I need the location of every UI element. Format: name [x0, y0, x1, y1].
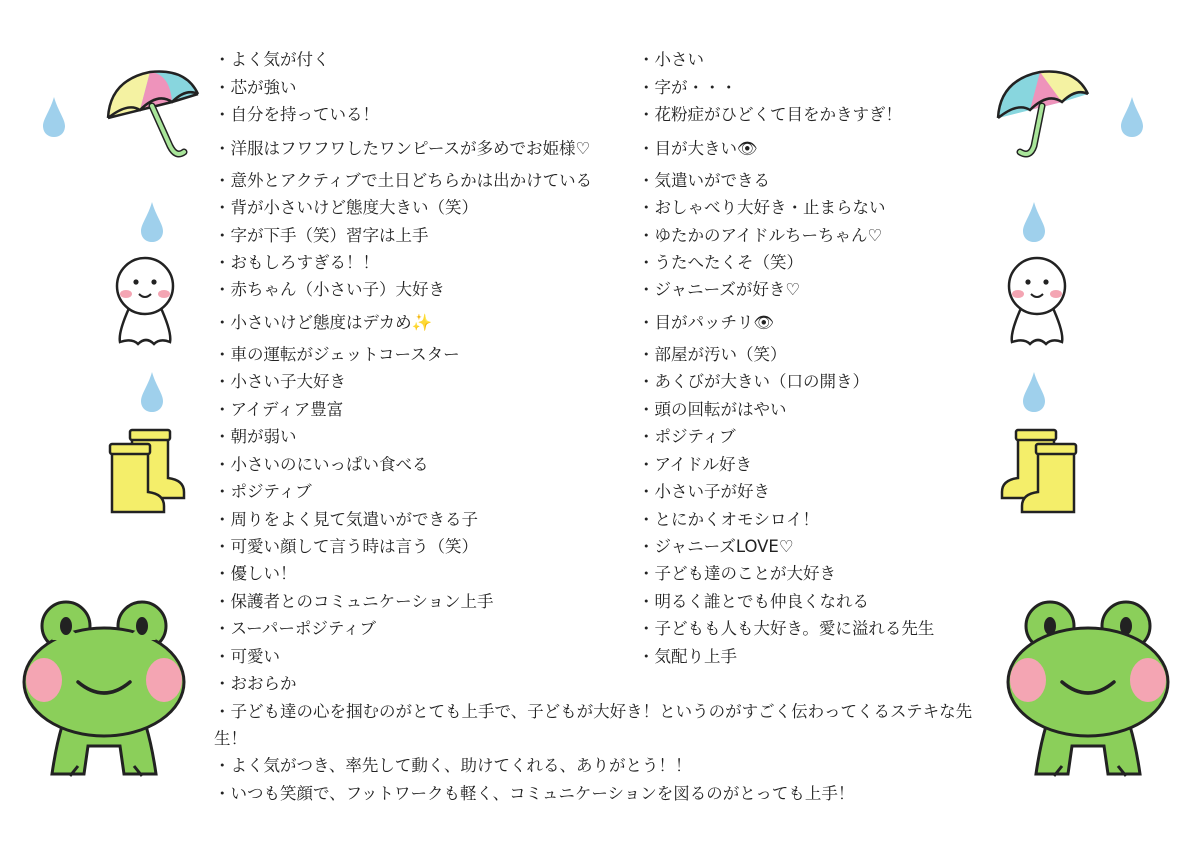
teru-teru-bozu-icon: [108, 252, 182, 348]
raindrop-icon: [1118, 95, 1146, 139]
umbrella-icon: [990, 66, 1092, 164]
list-item: ・可愛い顔して言う時は言う（笑）: [214, 537, 478, 556]
list-item: ・周りをよく見て気遣いができる子: [214, 510, 478, 529]
frog-icon: [1006, 596, 1170, 782]
list-item: ・おしゃべり大好き・止まらない: [638, 198, 886, 217]
raindrop-icon: [40, 95, 68, 139]
list-item: ・目が大きい👁: [638, 139, 758, 158]
rain-boots-icon: [106, 428, 188, 514]
list-item: ・よく気がつき、率先して動く、助けてくれる、ありがとう！！: [214, 756, 692, 775]
list-item: ・ジャニーズが好き♡: [638, 280, 801, 299]
raindrop-icon: [1020, 370, 1048, 414]
list-item: ・優しい！: [214, 564, 297, 583]
list-item: ・芯が強い: [214, 78, 297, 97]
list-item: ・スーパーポジティブ: [214, 619, 377, 638]
list-item: ・よく気が付く: [214, 50, 330, 69]
list-item: ・ジャニーズLOVE♡: [638, 537, 794, 556]
list-item: ・字が下手（笑）習字は上手: [214, 226, 429, 245]
raindrop-icon: [1020, 200, 1048, 244]
list-item: ・意外とアクティブで土日どちらかは出かけている: [214, 171, 593, 190]
list-item: ・小さい子が好き: [638, 482, 770, 501]
list-item: ・小さいけど態度はデカめ✨: [214, 313, 433, 332]
list-item: ・明るく誰とでも仲良くなれる: [638, 592, 869, 611]
teru-teru-bozu-icon: [1000, 252, 1074, 348]
list-item: ・部屋が汚い（笑）: [638, 345, 787, 364]
list-item: ・花粉症がひどくて目をかきすぎ！: [638, 105, 902, 124]
raindrop-icon: [138, 370, 166, 414]
list-item: ・子どもも人も大好き。愛に溢れる先生: [638, 619, 935, 638]
list-item: ・洋服はフワフワしたワンピースが多めでお姫様♡: [214, 139, 591, 158]
list-item: ・小さいのにいっぱい食べる: [214, 455, 429, 474]
list-item: ・朝が弱い: [214, 427, 297, 446]
list-item: ・小さい子大好き: [214, 372, 346, 391]
list-item: ・保護者とのコミュニケーション上手: [214, 592, 494, 611]
list-item: ・赤ちゃん（小さい子）大好き: [214, 280, 445, 299]
list-item: ・気遣いができる: [638, 171, 770, 190]
list-item: ・字が・・・: [638, 78, 737, 97]
list-item: ・頭の回転がはやい: [638, 400, 787, 419]
list-item: ・子ども達のことが大好き: [638, 564, 836, 583]
list-item: ・アイドル好き: [638, 455, 753, 474]
list-item: ・目がパッチリ👁: [638, 313, 775, 332]
list-item: ・背が小さいけど態度大きい（笑）: [214, 198, 478, 217]
list-item: ・あくびが大きい（口の開き）: [638, 372, 869, 391]
list-item: ・ポジティブ: [638, 427, 736, 446]
umbrella-icon: [100, 66, 202, 164]
list-item: ・おもしろすぎる！！: [214, 253, 379, 272]
list-item: ・可愛い: [214, 647, 280, 666]
list-item: ・気配り上手: [638, 647, 737, 666]
frog-icon: [22, 596, 186, 782]
rain-boots-icon: [998, 428, 1080, 514]
list-item: ・とにかくオモシロイ！: [638, 510, 820, 529]
list-item: ・小さい: [638, 50, 704, 69]
list-item: ・うたへたくそ（笑）: [638, 253, 803, 272]
list-item: ・子ども達の心を掴むのがとても上手で、子どもが大好き！というのがすごく伝わってくるステキな先生！: [214, 702, 973, 748]
list-item: ・自分を持っている！: [214, 105, 379, 124]
list-item: ・ゆたかのアイドルちーちゃん♡: [638, 226, 883, 245]
raindrop-icon: [138, 200, 166, 244]
list-item: ・車の運転がジェットコースター: [214, 345, 460, 364]
list-item: ・おおらか: [214, 674, 297, 693]
list-item: ・ポジティブ: [214, 482, 312, 501]
list-item: ・アイディア豊富: [214, 400, 344, 419]
list-item: ・いつも笑顔で、フットワークも軽く、コミュニケーションを図るのがとっても上手！: [214, 784, 855, 803]
